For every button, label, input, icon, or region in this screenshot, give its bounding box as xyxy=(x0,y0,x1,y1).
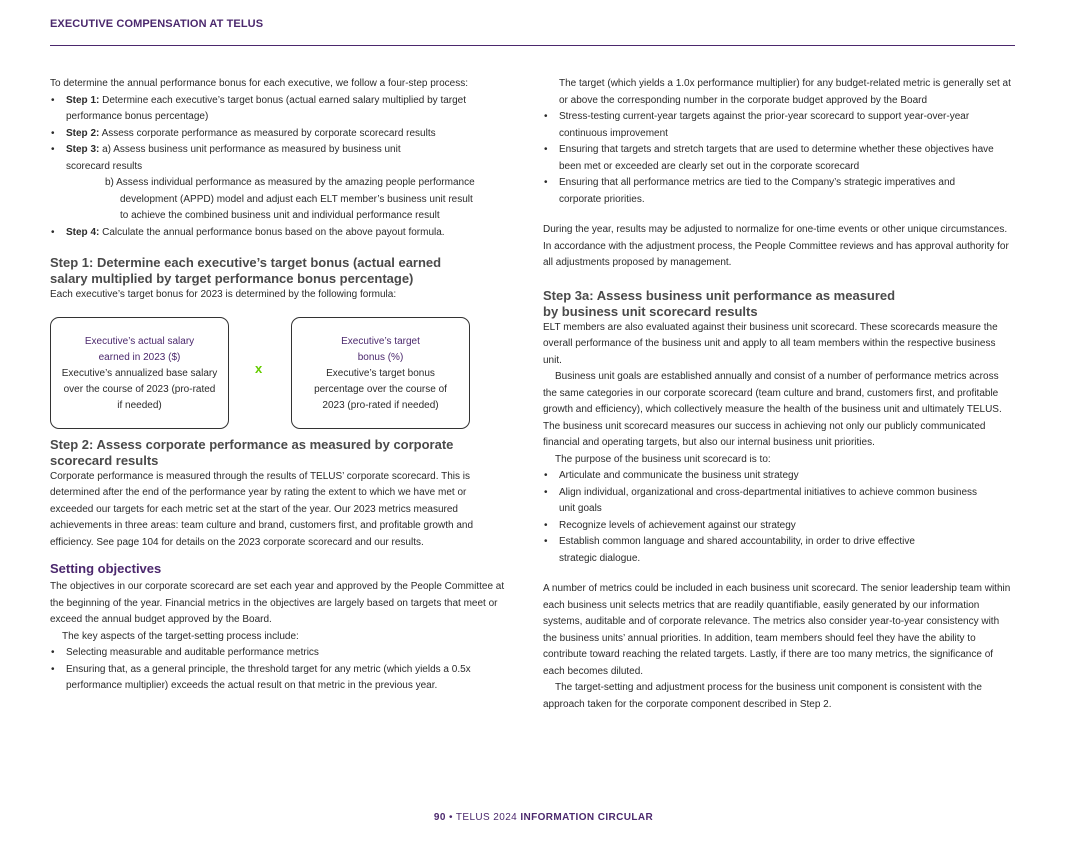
step2-text: Corporate performance is measured through the results of TELUS’ corporate scorecard. This is determined after the end of the performance year by rating the extent to which we have met or exceeded our targets for each metric set at the start of the year. Our 2023 metrics measured achievements in three areas: team culture and brand, customers first, and profitable growth and efficiency. See page 104 for details on the 2023 corporate scorecard and our results. xyxy=(50,470,474,548)
header-divider xyxy=(50,45,1015,46)
purpose-item: • Recognize levels of achievement against our strategy xyxy=(543,518,1013,535)
step1-heading: Step 1: Determine each executive’s target bonus (actual earned salary multiplied by target performance bonus percentage) xyxy=(50,255,442,286)
step-subitem: b) Assess individual performance as measured by the amazing people performance development (APPD) model and adjust each ELT member’s business unit result to achieve the combined business unit and individual performance result xyxy=(105,177,475,221)
formula-box-bonus xyxy=(291,317,470,429)
page-header-title: EXECUTIVE COMPENSATION AT TELUS xyxy=(50,18,264,30)
target-setting-list xyxy=(543,109,1013,208)
target-bonus-formula xyxy=(50,317,505,435)
page-footer xyxy=(0,812,1087,823)
aspects-list xyxy=(50,645,505,695)
formula-box-title: Executive’s actual salary earned in 2023 ($) xyxy=(84,335,195,363)
metrics-text: A number of metrics could be included in each business unit scorecard. The senior leadership team within each business unit selects metrics that are readily quantifiable, easily generated by our information systems, auditable and of corporate relevance. The metrics also consider year-to-year consistency with the business units’ annual priorities. In addition, team members should feel they have the ability to contribute toward reaching the related targets. Lastly, if there are too many metrics, the significance of each becomes diluted. xyxy=(543,583,1011,677)
aspect-item: • Ensuring that, as a general principle, the threshold target for any metric (which yields a 0.5x performance multiplier) exceeds the actual result on that metric in the previous year. xyxy=(50,662,505,695)
page-number: 90 xyxy=(433,812,446,823)
purpose-item: • Articulate and communicate the business unit strategy xyxy=(543,468,1013,485)
footer-publication: TELUS 2024 xyxy=(455,812,518,823)
final-text: The target-setting and adjustment process for the business unit component is consistent with the approach taken for the corporate component described in Step 2. xyxy=(543,682,982,710)
footer-separator: • xyxy=(445,812,456,823)
adjustment-text: During the year, results may be adjusted to normalize for one-time events or other unique circumstances. In accordance with the adjustment process, the People Committee reviews and has approval authority for all adjustments proposed by management. xyxy=(543,224,1009,268)
step3a-paragraph: ELT members are also evaluated against their business unit scorecard. These scorecards measure the overall performance of the business unit and apply to all team members within the respective business unit. xyxy=(543,321,998,366)
formula-box-desc: Executive’s target bonus percentage over the course of 2023 (pro-rated if needed) xyxy=(314,367,447,411)
step-item: • Step 1: Determine each executive’s target bonus (actual earned salary multiplied by target performance bonus percentage) xyxy=(50,93,505,126)
step-item: • Step 2: Assess corporate performance as measured by corporate scorecard results xyxy=(50,126,505,143)
step2-heading: Step 2: Assess corporate performance as measured by corporate scorecard results xyxy=(50,436,454,468)
purpose-item: • Align individual, organizational and cross-departmental initiatives to achieve common business unit goals xyxy=(543,485,1013,518)
purpose-item: • Establish common language and shared accountability, in order to drive effective strategic dialogue. xyxy=(543,534,1013,567)
bullet-item: • Ensuring that all performance metrics are tied to the Company’s strategic imperatives and corporate priorities. xyxy=(543,175,1013,208)
bullet-item: • Stress-testing current-year targets against the prior-year scorecard to support year-over-year continuous improvement xyxy=(543,109,1013,142)
continued-bullet-text: The target (which yields a 1.0x performance multiplier) for any budget-related metric is generally set at or above the corresponding number in the corporate budget approved by the Board xyxy=(559,78,1011,106)
formula-box-title: Executive’s target bonus (%) xyxy=(341,335,420,363)
setting-objectives-heading: Setting objectives xyxy=(50,561,162,576)
multiply-operator: x xyxy=(255,360,263,376)
setting-objectives-text: The objectives in our corporate scorecard are set each year and approved by the People Committee at the beginning of the year. Financial metrics in the objectives are largely based on targets that meet or exceed the annual budget approved by the Board. xyxy=(50,581,505,625)
step-item: • Step 3: a) Assess business unit performance as measured by business unit scorecard results xyxy=(50,142,505,175)
step-item: • Step 4: Calculate the annual performance bonus based on the above payout formula. xyxy=(50,225,505,242)
bullet-item: • Ensuring that targets and stretch targets that are used to determine whether these objectives have been met or exceeded are clearly set out in the corporate scorecard xyxy=(543,142,1013,175)
process-steps-list xyxy=(50,93,505,242)
left-column xyxy=(50,76,505,695)
key-aspects-intro: The key aspects of the target-setting process include: xyxy=(62,630,299,642)
step3a-paragraph: Business unit goals are established annually and consist of a number of performance metrics across the same categories in our corporate scorecard (team culture and brand, customers first, and profitable growth and efficiency), which collectively measure the health of the business unit and ultimately TELUS. The business unit scorecard measures our success in achieving not only our publicly communicated financial and operating targets, but also our internal business unit priorities. xyxy=(543,371,1002,448)
intro-text: To determine the annual performance bonus for each executive, we follow a four-step process: xyxy=(50,78,469,89)
footer-document-title: INFORMATION CIRCULAR xyxy=(517,812,654,823)
aspect-item: • Selecting measurable and auditable performance metrics xyxy=(50,645,505,662)
purpose-intro: The purpose of the business unit scorecard is to: xyxy=(555,453,771,465)
step3a-heading: Step 3a: Assess business unit performance as measured by business unit scorecard results xyxy=(543,287,896,319)
step1-text: Each executive’s target bonus for 2023 is determined by the following formula: xyxy=(50,289,397,300)
formula-box-desc: Executive’s annualized base salary over the course of 2023 (pro-rated if needed) xyxy=(61,367,218,411)
purpose-list xyxy=(543,468,1013,567)
right-column xyxy=(543,76,1013,713)
formula-box-salary xyxy=(50,317,229,429)
